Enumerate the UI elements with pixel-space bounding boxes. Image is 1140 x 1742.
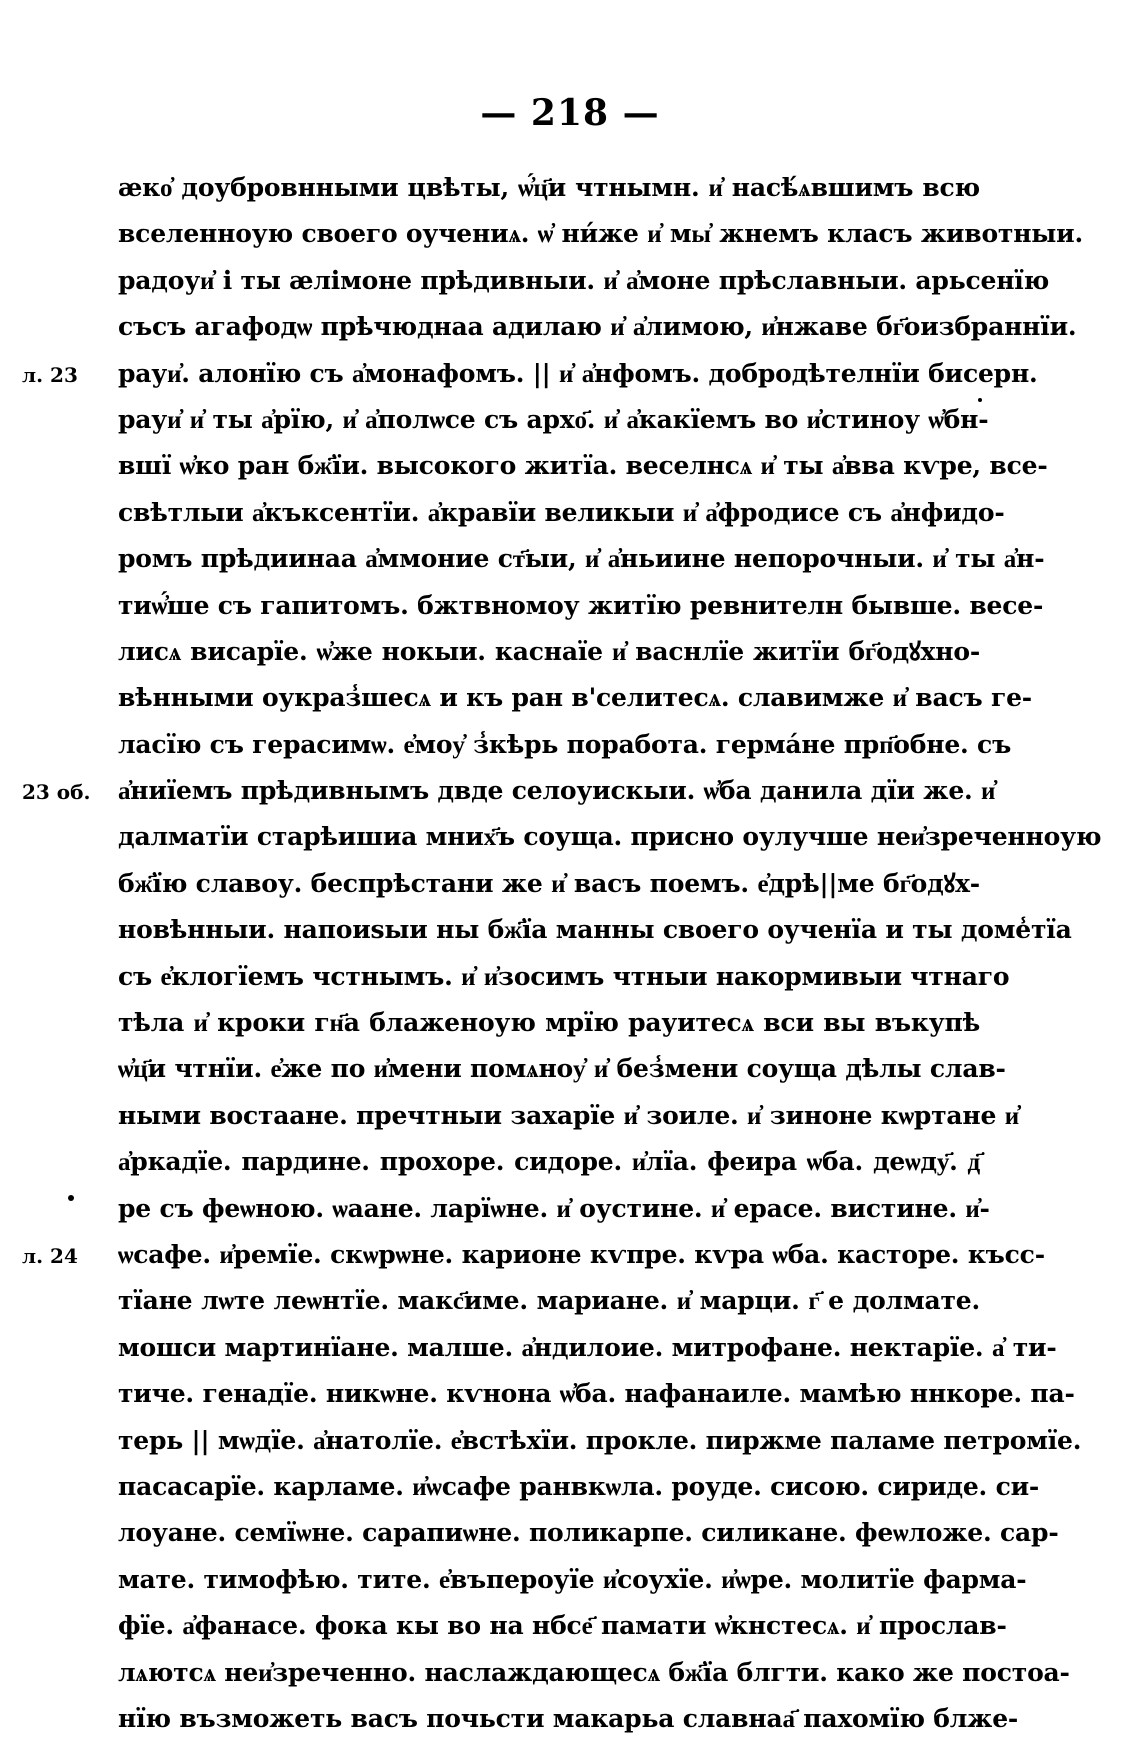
text-line: тїане лѡте леѡнтїе. макс҃име. мариане. и҆ марци. г҃ е долмате. [118, 1286, 980, 1316]
text-line: тиѡ҆́ше съ гапитомъ. бжтвномоу житїю ревнителн бывше. весе- [118, 590, 1044, 620]
text-line: мате. тимофѣю. тите. е҆въпероуїе и҆соухїе. и҆ѡре. молитїе фарма- [118, 1564, 1027, 1594]
page-number: — 218 — [480, 92, 660, 134]
text-line: далматїи старѣишиа мних҃ъ соуща. присно оулучше неи҆зреченноую [118, 822, 1102, 852]
text-line: лисѧ висарїе. ѡ҆же нокыи. каснаїе и҆ васнлїе житїи бг҃одꙋхно- [118, 636, 980, 666]
text-line: свѣтлыи а҆къксентїи. а҆кравїи великыи и҆ а҆фродисе съ а҆нфидо- [118, 497, 1005, 527]
stray-mark-dot [68, 1195, 74, 1201]
text-line: вѣнными оукраз̾шесѧ и къ ран в'селитесѧ. славимже и҆ васъ ге- [118, 683, 1032, 713]
text-line: ными востаане. пречтныи захарїе и҆ зоиле. и҆ зинонe кѡртане и҆ [118, 1100, 1019, 1130]
text-line: ѡ҆ц҃и чтнїи. е҆же по и҆мени помѧноу҆ и҆ без̾мени соуща дѣлы слав- [118, 1054, 1006, 1084]
text-line: пасасарїе. карламе. и҆ѡсафе ранвкѡла. роуде. сисою. сиридe. си- [118, 1471, 1040, 1501]
text-line: съсъ агафодѡ прѣчюднаа адилаю и҆ а҆лимою, и҆нжаве бг҃оизбраннїи. [118, 312, 1077, 342]
text-line: нїю възможеть васъ почьсти макарьа славнаа҃ пахомїю блже- [118, 1703, 1019, 1733]
text-line: вселенноую своего оучениѧ. ѡ҆ ни́же и҆ мы҆ жнемъ класъ животныи. [118, 219, 1084, 249]
text-line: ӕко҆ доубровнными цвѣты, ѡ҆́ц҃и чтнымн. и҆ насѣ́ѧвшимъ всю [118, 173, 980, 202]
text-line: бж҃їю славоу. беспрѣстани же и҆ васъ поемъ. е҆дрѣ||ме бг҃одꙋх- [118, 868, 980, 898]
text-line: радоуи҆ і ты ӕлімоне прѣдивныи. и҆ а҆моне прѣславныи. арьсенїю [118, 265, 1050, 295]
text-line: фїе. а҆фанасе. фока кы во на нбсе҃ памати ѡ҆кнстесѧ. и҆ прослав- [118, 1611, 1007, 1641]
text-line: тиче. генадїе. никѡне. кѵнона ѡ҆ба. нафанаиле. мамѣю ннкоре. па- [118, 1379, 1075, 1409]
folio-margin-note: 23 об. [22, 780, 91, 805]
text-line: тѣла и҆ кроки гн҃а блаженоую мрїю рауитесѧ вси вы въкупѣ [118, 1008, 980, 1038]
text-line: ласїю съ герасимѡ. е҆моу҆ з̾кѣрь поработа. гермáне прп҃обне. съ [118, 729, 1012, 759]
text-line: ѡсафе. и҆ремїе. скѡрѡне. карионе кѵпре. кѵра ѡба. касторе. късс- [118, 1239, 1045, 1269]
text-line: лоуане. семїѡне. сарапиѡне. поликарпе. силикане. феѡложе. сар- [118, 1518, 1059, 1548]
text-line: лѧютсѧ неи҆зреченно. наслаждающесѧ бж҃їа блгти. како же постоа- [118, 1657, 1070, 1687]
text-line: рауи҆. алонїю съ а҆монафомъ. || и҆ а҆нфомъ. добродѣтелнїи бисерн. [118, 358, 1038, 388]
folio-margin-note: л. 24 [22, 1244, 78, 1269]
body-text [118, 165, 1102, 1742]
text-line: а҆ркадїе. пардине. прохоре. сидоре. и҆лїа. феира ѡба. деѡду҃. д҃ [118, 1147, 980, 1177]
text-line: рауи҆ и҆ ты а҆рїю, и҆ а҆полѡсе съ архо҃. и҆ а҆какїемъ во и҆стиноу ѡ҆бн- [118, 404, 989, 434]
text-line: новѣнныи. напоиѕыи ны бж҃їа манны своего оученїа и ты доме̾тїа [118, 915, 1072, 945]
text-line: вшї ѡ҆ко ран бж҃їи. высокого житїа. веселнсѧ и҆ ты а҆вва кѵре, все- [118, 451, 1048, 481]
text-line: съ е҆клогїемъ чстнымъ. и҆ и҆зосимъ чтныи накормивыи чтнаго [118, 961, 1010, 991]
text-line: ре съ феѡною. ѡаане. ларїѡне. и҆ оустине. и҆ ерасе. вистине. и҆- [118, 1193, 990, 1223]
text-line: ромъ прѣдиинаа а҆ммоние ст҃ыи, и҆ а҆ньиине непорочныи. и҆ ты а҆н- [118, 544, 1045, 574]
text-line: терь || мѡдїе. а҆натолїе. е҆встѣхїи. прокле. пиржме паламе петромїе. [118, 1425, 1082, 1455]
stray-mark-dot [978, 398, 982, 402]
text-line: а҆ниїемъ прѣдивнымъ двде селоуискыи. ѡ҆ба данила дїи же. и҆ [118, 776, 996, 806]
text-line: мошси мартинїане. малше. а҆ндилоие. митрофане. нектарїе. а҆ ти- [118, 1332, 1057, 1362]
folio-margin-note: л. 23 [22, 362, 78, 387]
